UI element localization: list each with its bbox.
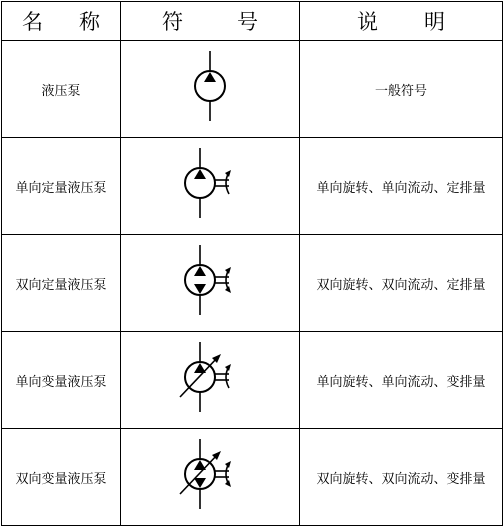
symbol-cell (121, 429, 300, 526)
pump-description: 双向旋转、双向流动、变排量 (300, 429, 503, 526)
table-row (2, 332, 503, 429)
pump-name: 液压泵 (2, 41, 121, 138)
header-description-char-1: 说 (357, 10, 378, 34)
header-name-char-2: 称 (79, 10, 100, 34)
table-row (2, 138, 503, 235)
general-hydraulic-pump-symbol-icon (165, 49, 255, 129)
symbol-cell (121, 41, 300, 138)
pump-name: 双向定量液压泵 (2, 235, 121, 332)
table-row (2, 429, 503, 526)
header-symbol (121, 2, 300, 41)
table-row (2, 41, 503, 138)
pump-name: 双向变量液压泵 (2, 429, 121, 526)
pump-description: 单向旋转、单向流动、变排量 (300, 332, 503, 429)
pump-name: 单向定量液压泵 (2, 138, 121, 235)
symbol-cell (121, 332, 300, 429)
unidirectional-fixed-displacement-pump-symbol-icon (165, 146, 255, 226)
header-symbol-char-2: 号 (237, 10, 258, 34)
pump-name: 单向变量液压泵 (2, 332, 121, 429)
header-row (2, 2, 503, 41)
unidirectional-variable-displacement-pump-symbol-icon (165, 340, 255, 420)
bidirectional-fixed-displacement-pump-symbol-icon (165, 243, 255, 323)
symbol-cell (121, 138, 300, 235)
pump-description: 一般符号 (300, 41, 503, 138)
table-row (2, 235, 503, 332)
header-name (2, 2, 121, 41)
header-name-char-1: 名 (22, 10, 43, 34)
header-description (300, 2, 503, 41)
pump-description: 单向旋转、单向流动、定排量 (300, 138, 503, 235)
header-description-char-2: 明 (424, 10, 445, 34)
bidirectional-variable-displacement-pump-symbol-icon (165, 437, 255, 517)
header-symbol-char-1: 符 (162, 10, 183, 34)
symbol-cell (121, 235, 300, 332)
hydraulic-pump-symbol-table (1, 1, 503, 526)
pump-description: 双向旋转、双向流动、定排量 (300, 235, 503, 332)
